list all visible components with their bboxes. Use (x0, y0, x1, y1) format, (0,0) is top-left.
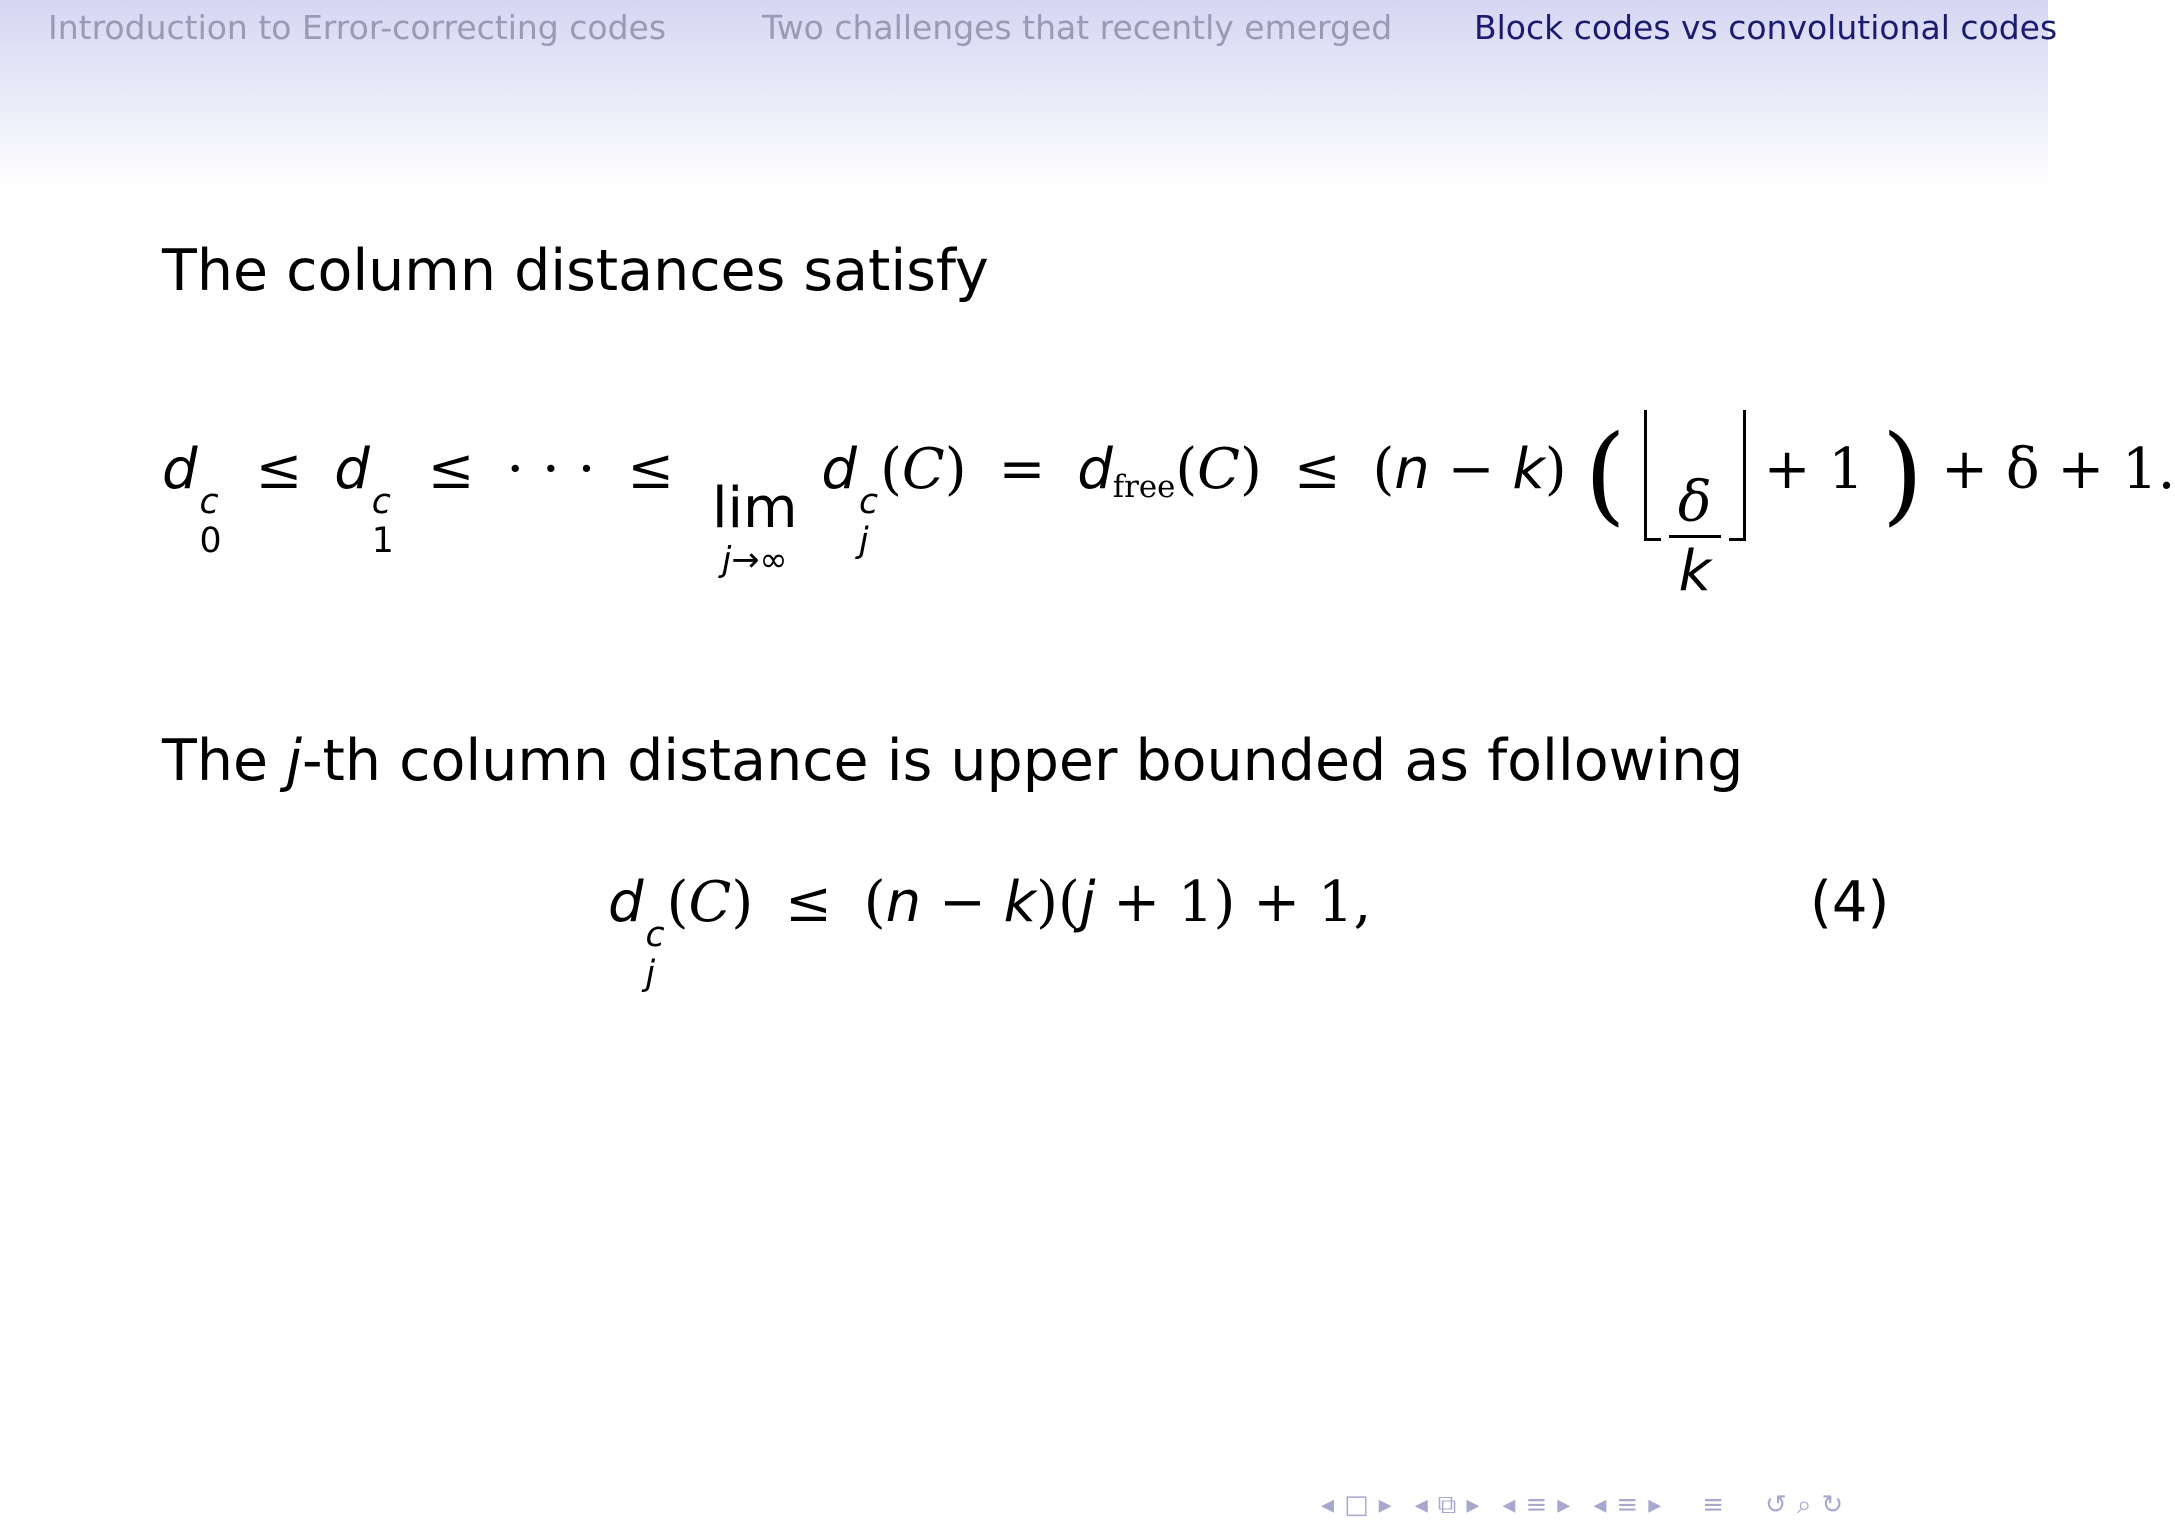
slide-header (0, 0, 2058, 186)
triangle-right-icon[interactable]: ▸ (1648, 1490, 1662, 1520)
paragraph-column-distances: The column distances satisfy (162, 238, 989, 304)
triangle-left-icon[interactable]: ◂ (1502, 1490, 1516, 1520)
section-nav-intro[interactable]: Introduction to Error-correcting codes (48, 8, 667, 47)
triangle-left-icon[interactable]: ◂ (1593, 1490, 1607, 1520)
frame-stack-icon[interactable]: ⧉ (1437, 1489, 1457, 1520)
triangle-right-icon[interactable]: ▸ (1378, 1490, 1392, 1520)
redo-icon[interactable]: ↻ (1821, 1490, 1844, 1520)
zoom-icon[interactable]: ⌕ (1796, 1489, 1812, 1520)
square-icon[interactable]: □ (1344, 1490, 1369, 1520)
triangle-left-icon[interactable]: ◂ (1414, 1490, 1428, 1520)
triangle-right-icon[interactable]: ▸ (1557, 1490, 1571, 1520)
paragraph-jth-column-distance: The j-th column distance is upper bounded as following (162, 728, 1744, 794)
triangle-right-icon[interactable]: ▸ (1466, 1490, 1480, 1520)
equation-number: (4) (1810, 870, 1890, 935)
section-nav-challenges[interactable]: Two challenges that recently emerged (762, 8, 1393, 47)
jth-column-distance-bound-formula: d c j (C) ≤ (n − k)(j + 1) + 1, (608, 870, 1372, 994)
subsection-lines-icon[interactable]: ≡ (1525, 1490, 1548, 1520)
beamer-navigation-bar (1316, 1490, 1848, 1520)
column-distance-chain-formula: d c 0 ≤ d c 1 ≤ · · · ≤ lim j→∞ d c j (C) = dfree(C) ≤ (n − k) ( $\frac{\delta}{k}$ + 1 ) + δ + 1. (162, 410, 2175, 600)
section-nav-block-vs-conv[interactable]: Block codes vs convolutional codes (1474, 8, 2058, 47)
section-lines-icon[interactable]: ≡ (1616, 1490, 1639, 1520)
triangle-left-icon[interactable]: ◂ (1321, 1490, 1335, 1520)
align-lines-icon[interactable]: ≡ (1702, 1490, 1725, 1520)
undo-icon[interactable]: ↺ (1765, 1490, 1787, 1520)
